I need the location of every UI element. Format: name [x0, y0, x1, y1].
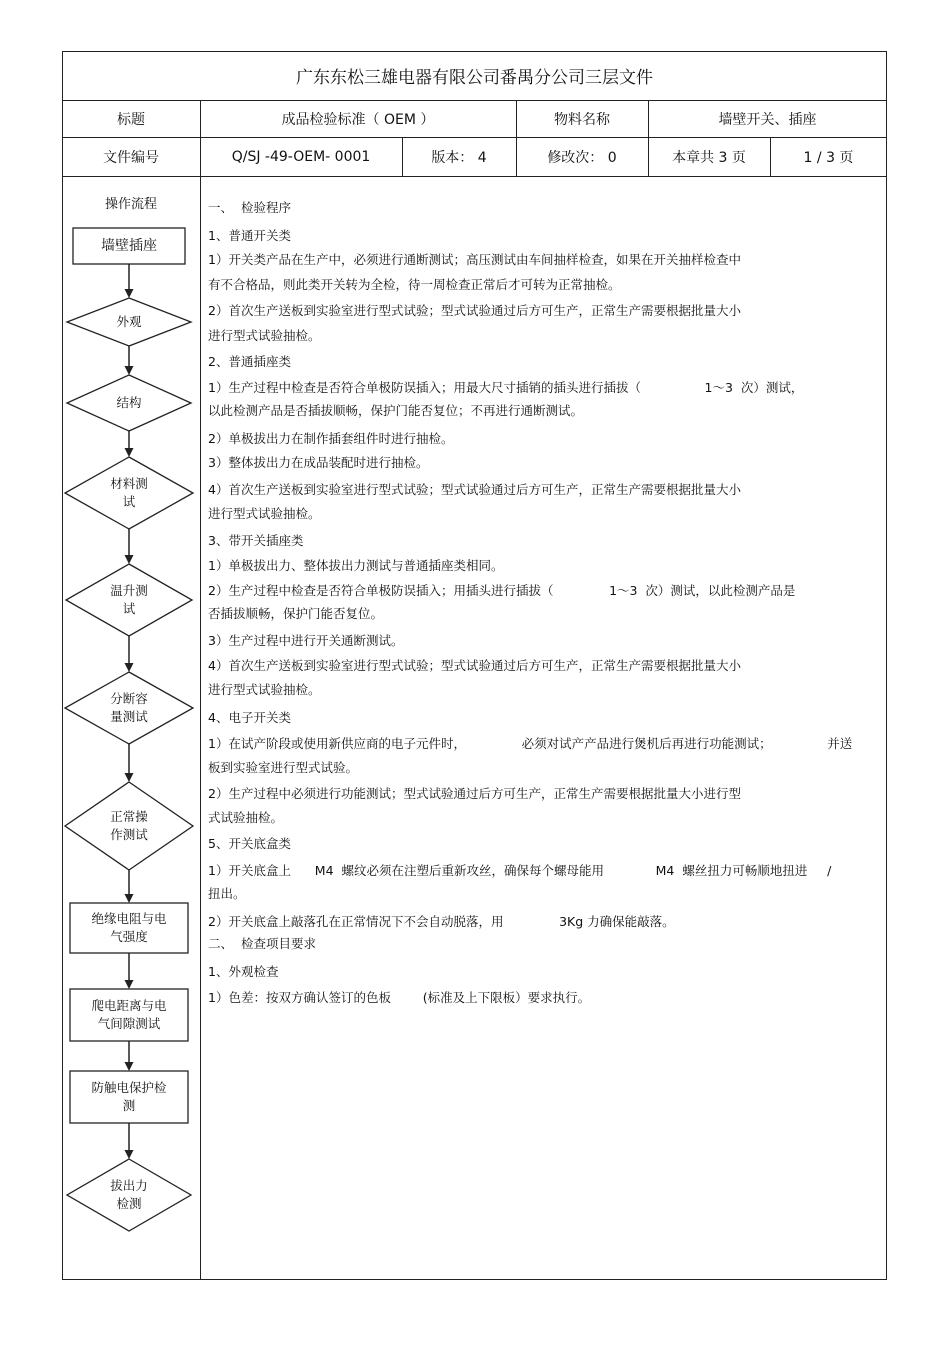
content-line: 一、 检验程序	[208, 200, 291, 215]
flow-node-label: 结构	[116, 395, 142, 410]
flow-node-label: 绝缘电阻与电 气强度	[91, 911, 167, 944]
flow-arrow-head	[125, 980, 134, 989]
content-line: 二、 检查项目要求	[208, 936, 316, 951]
flow-node-label: 正常操 作测试	[110, 809, 148, 842]
content-line: 板到实验室进行型式试验。	[208, 760, 359, 775]
page-number: 1 / 3 页	[803, 149, 854, 166]
content-line: 1）开关类产品在生产中，必须进行通断测试；高压测试由车间抽样检查，如果在开关抽样检查中	[208, 252, 741, 267]
content-line: 2）单极拔出力在制作插套组件时进行抽检。	[208, 431, 454, 446]
flow-arrow-head	[125, 555, 134, 564]
label-title: 标题	[117, 111, 145, 128]
content-line: 1、外观检查	[208, 964, 279, 979]
flow-node-label: 外观	[116, 314, 142, 329]
flow-node-label: 拔出力 检测	[110, 1178, 148, 1211]
flow-arrow-head	[125, 448, 134, 457]
version: 版本： 4	[431, 149, 487, 166]
label-material: 物料名称	[554, 111, 610, 128]
content-line: 1）色差：按双方确认签订的色板 (标准及上下限板）要求执行。	[208, 990, 591, 1005]
flow-node-label: 分断容 量测试	[110, 691, 148, 724]
content-line: 1）在试产阶段或使用新供应商的电子元件时， 必须对试产产品进行煲机后再进行功能测试； 并送	[208, 736, 853, 751]
content-line: 扭出。	[208, 886, 246, 901]
content-line: 1、普通开关类	[208, 228, 291, 243]
content-line: 2、普通插座类	[208, 354, 291, 369]
title-value: 成品检验标准（ OEM ）	[281, 111, 435, 128]
flow-node-label: 温升测 试	[110, 583, 148, 616]
flow-node-label: 防触电保护检 测	[91, 1080, 167, 1113]
flow-arrow-head	[125, 1062, 134, 1071]
flow-arrow-head	[125, 773, 134, 782]
flow-arrow-head	[125, 289, 134, 298]
document-title: 广东东松三雄电器有限公司番禺分公司三层文件	[296, 68, 653, 88]
content-line: 否插拔顺畅，保护门能否复位。	[208, 606, 384, 621]
doc-no-value: Q/SJ -49-OEM- 0001	[231, 148, 371, 165]
content-line: 有不合格品，则此类开关转为全检，待一周检查正常后才可转为正常抽检。	[208, 277, 621, 292]
grid-line	[200, 100, 201, 1280]
content-line: 3、带开关插座类	[208, 533, 304, 548]
flow-arrow-head	[125, 663, 134, 672]
content-line: 4、电子开关类	[208, 710, 291, 725]
total-pages: 本章共 3 页	[672, 149, 746, 166]
material-value: 墙壁开关、插座	[718, 111, 817, 128]
revision: 修改次： 0	[547, 149, 617, 166]
content-line: 式试验抽检。	[208, 810, 284, 825]
flow-node-label: 墙壁插座	[101, 238, 157, 254]
content-line: 2）生产过程中必须进行功能测试；型式试验通过后方可生产，正常生产需要根据批量大小进行型	[208, 786, 741, 801]
flow-arrow-head	[125, 894, 134, 903]
content-line: 4）首次生产送板到实验室进行型式试验；型式试验通过后方可生产，正常生产需要根据批量大小	[208, 482, 741, 497]
flow-arrow-head	[125, 1150, 134, 1159]
flow-arrow-head	[125, 366, 134, 375]
content-line: 1）单极拔出力、整体拔出力测试与普通插座类相同。	[208, 558, 504, 573]
content-line: 进行型式试验抽检。	[208, 506, 321, 521]
content-line: 2）生产过程中检查是否符合单极防误插入；用插头进行插拔（ 1～3 次）测试，以此检测产品是	[208, 583, 796, 598]
content-line: 1）开关底盒上 M4 螺纹必须在注塑后重新攻丝，确保每个螺母能用 M4 螺丝扭力可畅顺地扭进 /	[208, 863, 832, 878]
content-line: 以此检测产品是否插拔顺畅，保护门能否复位；不再进行通断测试。	[208, 403, 584, 418]
content-line: 2）开关底盒上敲落孔在正常情况下不会自动脱落，用 3Kg 力确保能敲落。	[208, 914, 675, 929]
content-line: 3）整体拔出力在成品装配时进行抽检。	[208, 455, 429, 470]
content-line: 1）生产过程中检查是否符合单极防误插入；用最大尺寸插销的插头进行插拔（ 1～3 次）测试，	[208, 380, 804, 395]
content-line: 进行型式试验抽检。	[208, 328, 321, 343]
content-line: 3）生产过程中进行开关通断测试。	[208, 633, 404, 648]
flow-node-label: 爬电距离与电 气间隙测试	[91, 998, 167, 1031]
content-line: 5、开关底盒类	[208, 836, 291, 851]
flow-title: 操作流程	[104, 197, 157, 212]
flow-node-label: 材料测 试	[110, 476, 148, 509]
content-line: 2）首次生产送板到实验室进行型式试验；型式试验通过后方可生产，正常生产需要根据批量大小	[208, 303, 741, 318]
content-line: 进行型式试验抽检。	[208, 682, 321, 697]
label-doc-no: 文件编号	[103, 149, 159, 166]
content-line: 4）首次生产送板到实验室进行型式试验；型式试验通过后方可生产，正常生产需要根据批量大小	[208, 658, 741, 673]
